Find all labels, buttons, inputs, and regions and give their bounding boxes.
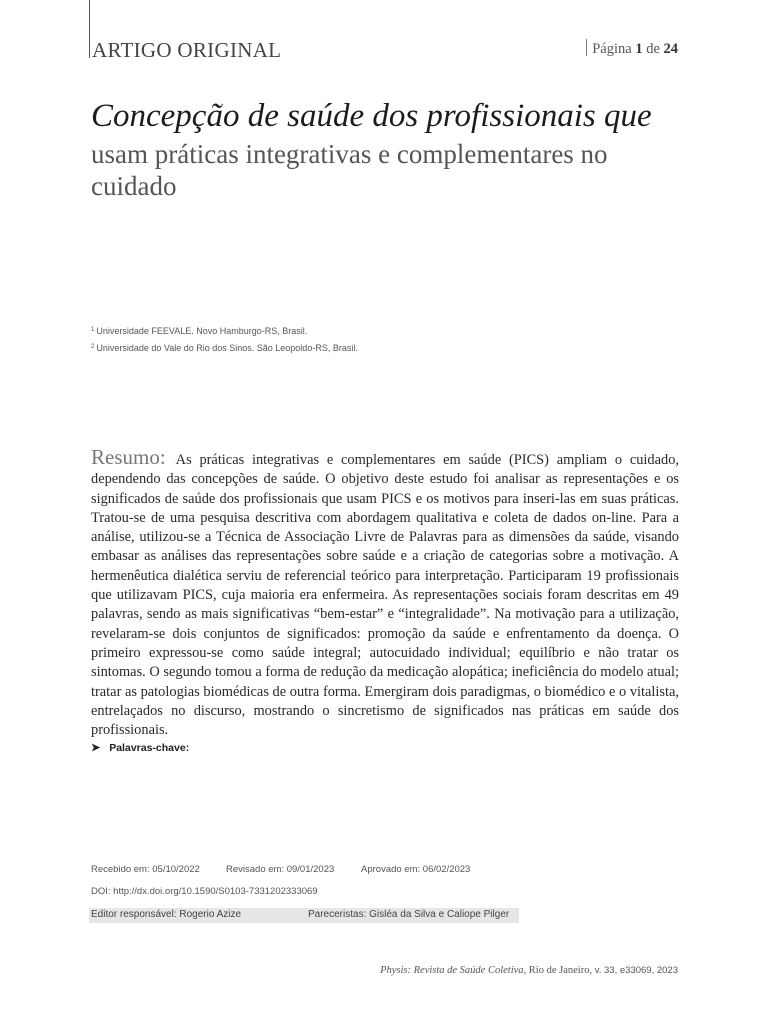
article-title-rest: usam práticas integrativas e complementares no cuidado	[91, 139, 608, 201]
page-indicator-divider	[586, 39, 587, 56]
journal-name: Physis: Revista de Saúde Coletiva	[380, 965, 524, 976]
keywords-label: Palavras-chave:	[109, 742, 190, 754]
received-date: Recebido em: 05/10/2022	[91, 864, 200, 875]
affiliation-2	[91, 343, 358, 353]
affiliation-1	[91, 326, 307, 336]
abstract	[91, 445, 679, 740]
page-indicator	[586, 39, 678, 58]
arrow-right-icon: ➤	[91, 742, 101, 754]
reviewers: Pareceristas: Gisléa da Silva e Caliope Pilger	[308, 909, 510, 920]
journal-footer	[380, 965, 678, 976]
page-number: 1	[635, 41, 643, 57]
page-label: Página	[592, 41, 632, 57]
journal-place: , Rio de Janeiro,	[523, 965, 593, 976]
journal-citation: v. 33, e33069, 2023	[594, 965, 678, 976]
page-total: 24	[663, 41, 678, 57]
abstract-text: As práticas integrativas e complementares em saúde (PICS) ampliam o cuidado, dependendo das concepções de saúde. O objetivo deste estudo foi analisar as representações e os significados de saúde dos profissionais que usam PICS e os motivos para inseri-las em suas práticas. Tratou-se de uma pesquisa descritiva com abordagem qualitativa e coleta de dados on-line. Para a análise, utilizou-se a Técnica de Associação Livre de Palavras para as dimensões da saúde, visando embasar as análises das representações sobre saúde e a criação de categorias sobre a motivação. A hermenêutica dialética serviu de referencial teórico para interpretação. Participaram 19 profissionais que utilizavam PICS, cuja maioria era enfermeira. As representações sociais foram descritas em 49 palavras, sendo as mais significativas “bem-estar” e “integralidade”. Na motivação para a utilização, revelaram-se dois conjuntos de significados: promoção da saúde e enfrentamento da doença. O primeiro expressou-se como saúde integral; autocuidado individual; equilíbrio e não tratar os sintomas. O segundo tomou a forma de redução da medicação alopática; ineficiência do modelo atual; tratar as patologias biomédicas de outra forma. Emergiram dois paradigmas, o biomédico e o vitalista, entrelaçados no discurso, mostrando o sincretismo de significados nas práticas em saúde dos profissionais.	[91, 452, 679, 739]
header-rule	[89, 0, 90, 58]
section-label: ARTIGO ORIGINAL	[92, 38, 282, 62]
approved-date: Aprovado em: 06/02/2023	[361, 864, 471, 875]
affiliation-1-text: Universidade FEEVALE. Novo Hamburgo-RS, Brasil.	[96, 326, 308, 336]
keywords	[91, 741, 189, 754]
revised-date: Revisado em: 09/01/2023	[226, 864, 335, 875]
affiliation-2-number: 2	[91, 344, 95, 350]
article-title-line1: Concepção de saúde dos profissionais que	[91, 98, 652, 134]
editor-responsible: Editor responsável: Rogerio Azize	[91, 909, 242, 920]
doi-link[interactable]: DOI: http://dx.doi.org/10.1590/S0103-7331202333069	[91, 886, 318, 897]
editor-bar	[89, 908, 519, 923]
affiliation-2-text: Universidade do Vale do Rio dos Sinos. São Leopoldo-RS, Brasil.	[96, 343, 358, 353]
page-of: de	[646, 41, 660, 57]
abstract-label: Resumo:	[91, 445, 166, 469]
affiliation-1-number: 1	[91, 327, 95, 333]
